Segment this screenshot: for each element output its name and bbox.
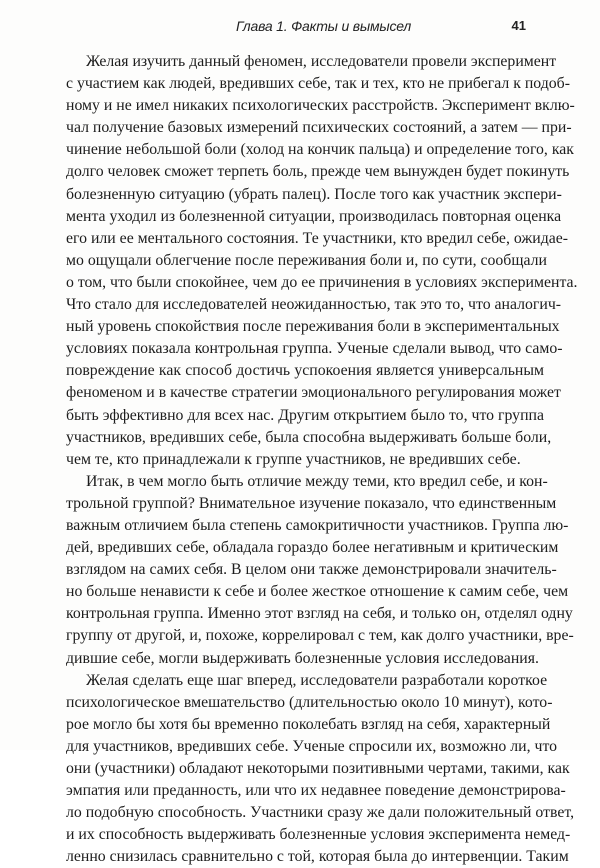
text-line: чем те, кто принадлежали к группе участников, не вредивших себе.	[66, 450, 521, 468]
running-title: Глава 1. Факты и вымысел	[236, 18, 412, 34]
text-line: они (участники) обладают некоторыми позитивными чертами, такими, как	[66, 760, 570, 777]
text-line: ному и не имел никаких психологических расстройств. Эксперимент вклю-	[66, 97, 575, 115]
text-line: мента уходил из болезненной ситуации, производилась повторная оценка	[66, 207, 562, 225]
text-line: психологическое вмешательство (длительностью около 10 минут), кото-	[66, 693, 553, 711]
text-line: рое могло бы хотя бы временно поколебать взгляд на себя, характерный	[66, 715, 551, 733]
text-line: для участников, вредивших себе. Ученые спросили их, возможно ли, что	[66, 737, 558, 755]
paragraph-3	[66, 670, 575, 868]
text-line: повреждение как способ достичь успокоения является универсальным	[66, 362, 544, 380]
text-line: Желая сделать еще шаг вперед, исследователи разработали короткое	[86, 671, 548, 689]
text-line: взглядом на самих себя. В целом они также демонстрировали значитель-	[66, 561, 557, 579]
text-line: о том, что были спокойнее, чем до ее причинения в условиях эксперимента.	[66, 273, 578, 291]
text-line: его или ее ментального состояния. Те участники, кто вредил себе, ожидае-	[66, 229, 569, 247]
text-line: условиях показала контрольная группа. Ученые сделали вывод, что само-	[66, 340, 563, 358]
paragraph-2	[66, 471, 574, 670]
text-line: Желая изучить данный феномен, исследователи провели эксперимент	[86, 53, 557, 70]
text-line: ленно снизилась сравнительно с той, которая была до интервенции. Таким	[66, 848, 569, 866]
text-line: Что стало для исследователей неожиданностью, так это то, что аналогич-	[66, 296, 562, 314]
text-line: болезненную ситуацию (убрать палец). После того как участник экспери-	[66, 185, 562, 203]
page-number: 41	[511, 18, 526, 33]
text-line: феноменом и в качестве стратегии эмоционального регулирования может	[66, 384, 561, 402]
text-line: ло подобную способность. Участники сразу же дали положительный ответ,	[66, 804, 575, 822]
text-line: быть эффективно для всех нас. Другим открытием было то, что группа	[66, 406, 544, 424]
paragraph-1	[66, 51, 578, 471]
text-line: Итак, в чем могло быть отличие между теми, кто вредил себе, и кон-	[86, 472, 548, 490]
text-line: контрольная группа. Именно этот взгляд на себя, и только он, отделял одну	[66, 605, 573, 623]
text-line: группу от другой, и, похоже, коррелировал с тем, как долго участники, вре-	[66, 627, 574, 645]
text-line: чал получение базовых измерений психических состояний, а затем — при-	[66, 119, 572, 137]
text-line: ный уровень спокойствия после переживания боли в экспериментальных	[66, 318, 560, 336]
text-line: но больше ненависти к себе и более жесткое отношение к самим себе, чем	[66, 583, 569, 601]
body-text	[66, 51, 578, 868]
text-line: долго человек сможет терпеть боль, прежде чем вынужден будет покинуть	[66, 163, 570, 181]
text-line: с участием как людей, вредивших себе, так и тех, кто не прибегал к подоб-	[66, 75, 570, 93]
text-line: дей, вредивших себе, обладала гораздо более негативным и критическим	[66, 539, 559, 557]
text-line: чинение небольшой боли (холод на кончик пальца) и определение того, как	[66, 141, 574, 159]
text-line: важным отличием была степень самокритичности участников. Группа лю-	[66, 516, 569, 534]
text-line: и их способность выдерживать болезненные условия эксперимента немед-	[66, 826, 571, 844]
running-header	[60, 18, 540, 40]
text-line: дившие себе, могли выдерживать болезненные условия исследования.	[66, 649, 539, 667]
text-line: участников, вредивших себе, была способна выдерживать больше боли,	[66, 428, 552, 446]
text-line: трольной группой? Внимательное изучение показало, что единственным	[66, 494, 557, 512]
text-line: эмпатия или преданность, или что их недавнее поведение демонстрирова-	[66, 782, 566, 800]
text-line: мо ощущали облегчение после переживания боли и, по сути, сообщали	[66, 251, 547, 269]
